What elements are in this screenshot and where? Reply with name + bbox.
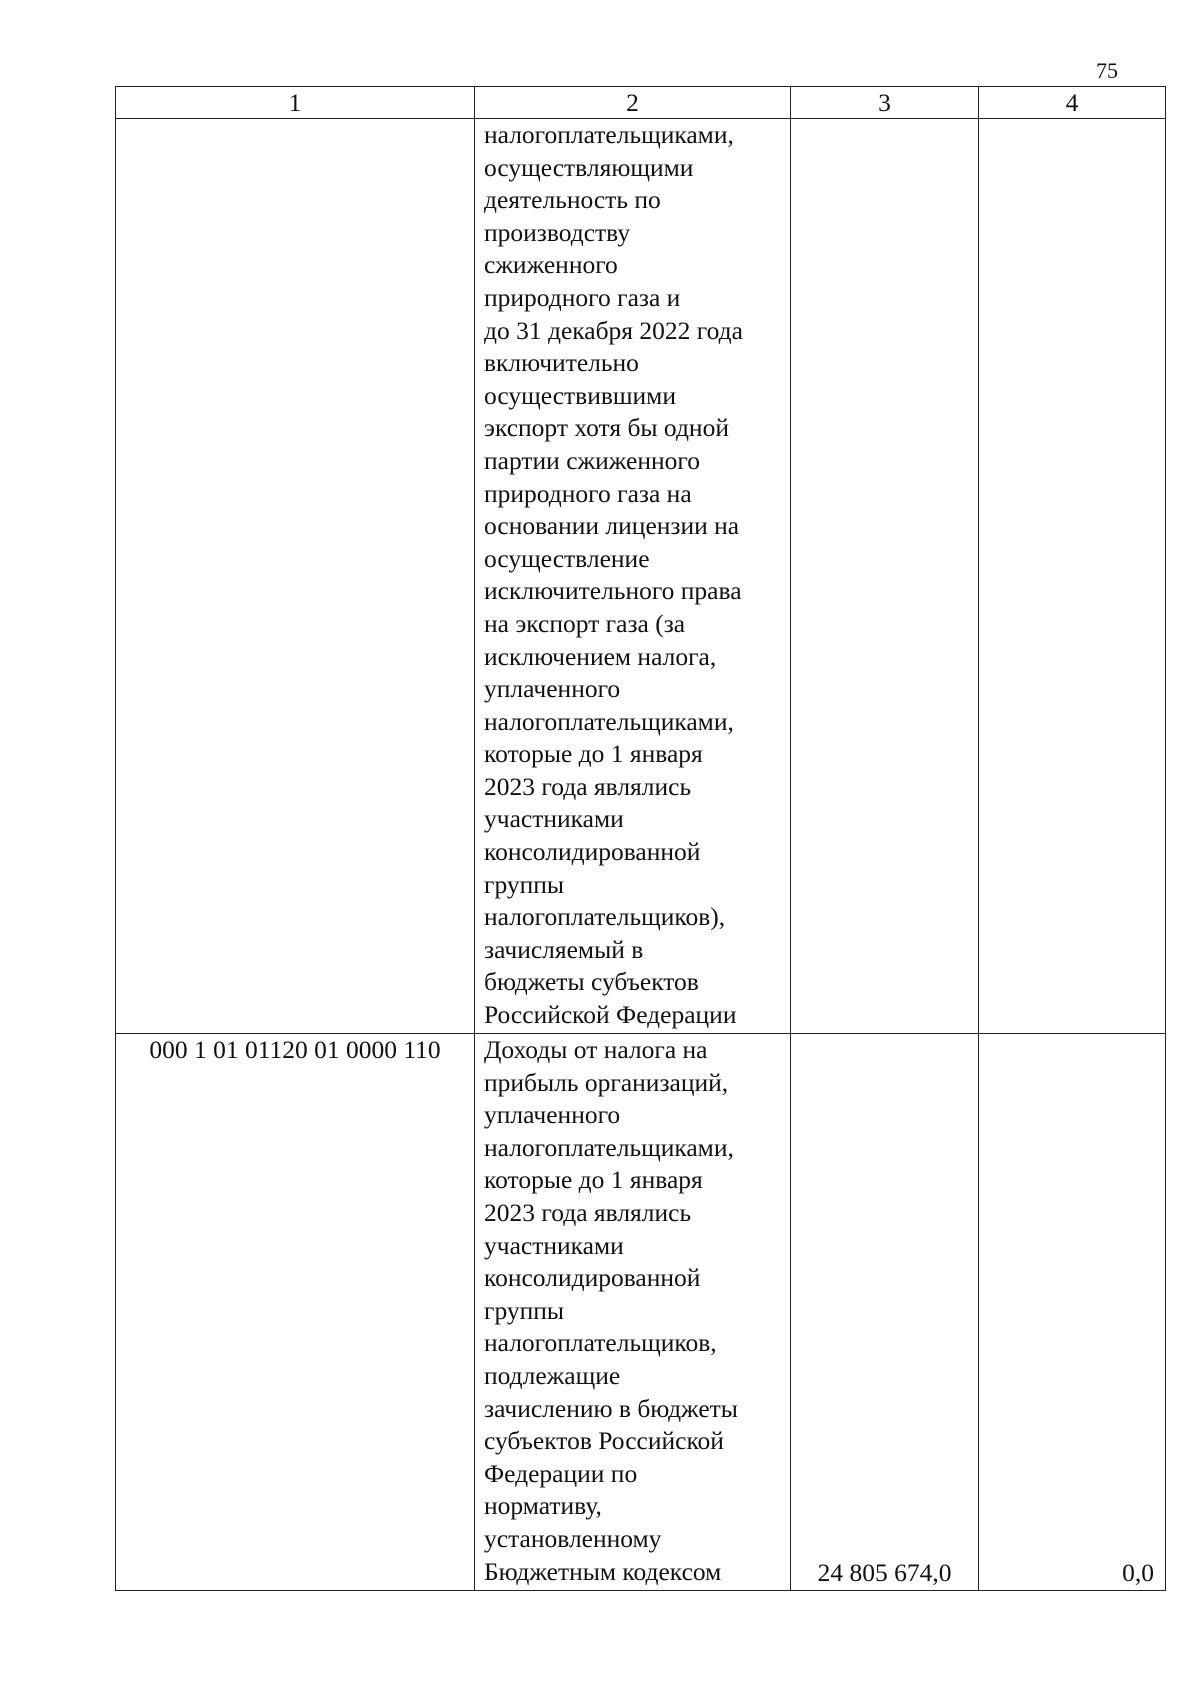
column-header-1: 1: [116, 87, 475, 119]
description-line: на экспорт газа (за: [484, 608, 686, 638]
description-line: осуществляющими: [484, 152, 694, 182]
description-line: до 31 декабря 2022 года: [484, 315, 743, 345]
description-cell: [475, 1034, 791, 1591]
amount-cell: 0,0: [979, 1034, 1166, 1591]
description-line: налогоплательщиками,: [484, 706, 734, 736]
description-line: природного газа и: [484, 282, 681, 312]
column-header-2: 2: [475, 87, 791, 119]
description-line: деятельность по: [484, 185, 661, 215]
description-line: экспорт хотя бы одной: [484, 413, 729, 443]
description-line: налогоплательщиков,: [484, 1328, 717, 1358]
revenue-table: [115, 86, 1166, 1591]
budget-code-cell: 000 1 01 01120 01 0000 110: [116, 1034, 475, 1591]
description-line: исключительного права: [484, 576, 742, 606]
description-line: участниками: [484, 804, 624, 834]
amount-cell: 24 805 674,0: [791, 1034, 979, 1591]
description-line: налогоплательщиками,: [484, 120, 734, 149]
description-line: участниками: [484, 1230, 624, 1260]
description-line: основании лицензии на: [484, 511, 740, 541]
description-line: подлежащие: [484, 1360, 621, 1390]
description-line: включительно: [484, 348, 639, 378]
column-header-3: 3: [791, 87, 979, 119]
amount-cell: [791, 119, 979, 1034]
description-line: производству: [484, 217, 631, 247]
description-line: осуществившими: [484, 380, 676, 410]
description-line: консолидированной: [484, 837, 701, 867]
description-line: налогоплательщиков),: [484, 902, 726, 932]
description-line: Бюджетным кодексом: [484, 1556, 722, 1586]
description-line: прибыль организаций,: [484, 1067, 729, 1097]
description-line: зачисляемый в: [484, 934, 644, 964]
description-line: уплаченного: [484, 1100, 621, 1130]
description-line: сжиженного: [484, 250, 618, 280]
description-line: установленному: [484, 1523, 662, 1553]
description-line: консолидированной: [484, 1263, 701, 1293]
description-line: нормативу,: [484, 1491, 602, 1521]
budget-code-cell: [116, 119, 475, 1034]
description-line: бюджеты субъектов: [484, 967, 699, 997]
description-cell: [475, 119, 791, 1034]
description-line: Доходы от налога на: [484, 1035, 708, 1064]
description-line: группы: [484, 1295, 565, 1325]
description-line: Федерации по: [484, 1458, 638, 1488]
description-line: 2023 года являлись: [484, 1197, 692, 1227]
table-header: [116, 87, 1166, 119]
description-line: партии сжиженного: [484, 445, 700, 475]
table-row: [116, 1034, 1166, 1591]
description-line: группы: [484, 869, 565, 899]
column-header-4: 4: [979, 87, 1166, 119]
table-row: [116, 119, 1166, 1034]
amount-cell: [979, 119, 1166, 1034]
description-line: зачислению в бюджеты: [484, 1393, 738, 1423]
description-line: 2023 года являлись: [484, 771, 692, 801]
description-line: которые до 1 января: [484, 739, 703, 769]
description-line: Российской Федерации: [484, 1000, 737, 1030]
header-row: [116, 87, 1166, 119]
description-line: субъектов Российской: [484, 1426, 724, 1456]
description-line: исключением налога,: [484, 641, 717, 671]
description-line: природного газа на: [484, 478, 692, 508]
description-line: которые до 1 января: [484, 1165, 703, 1195]
page-number: 75: [1096, 58, 1118, 83]
description-line: осуществление: [484, 543, 650, 573]
description-line: налогоплательщиками,: [484, 1132, 734, 1162]
description-line: уплаченного: [484, 674, 621, 704]
